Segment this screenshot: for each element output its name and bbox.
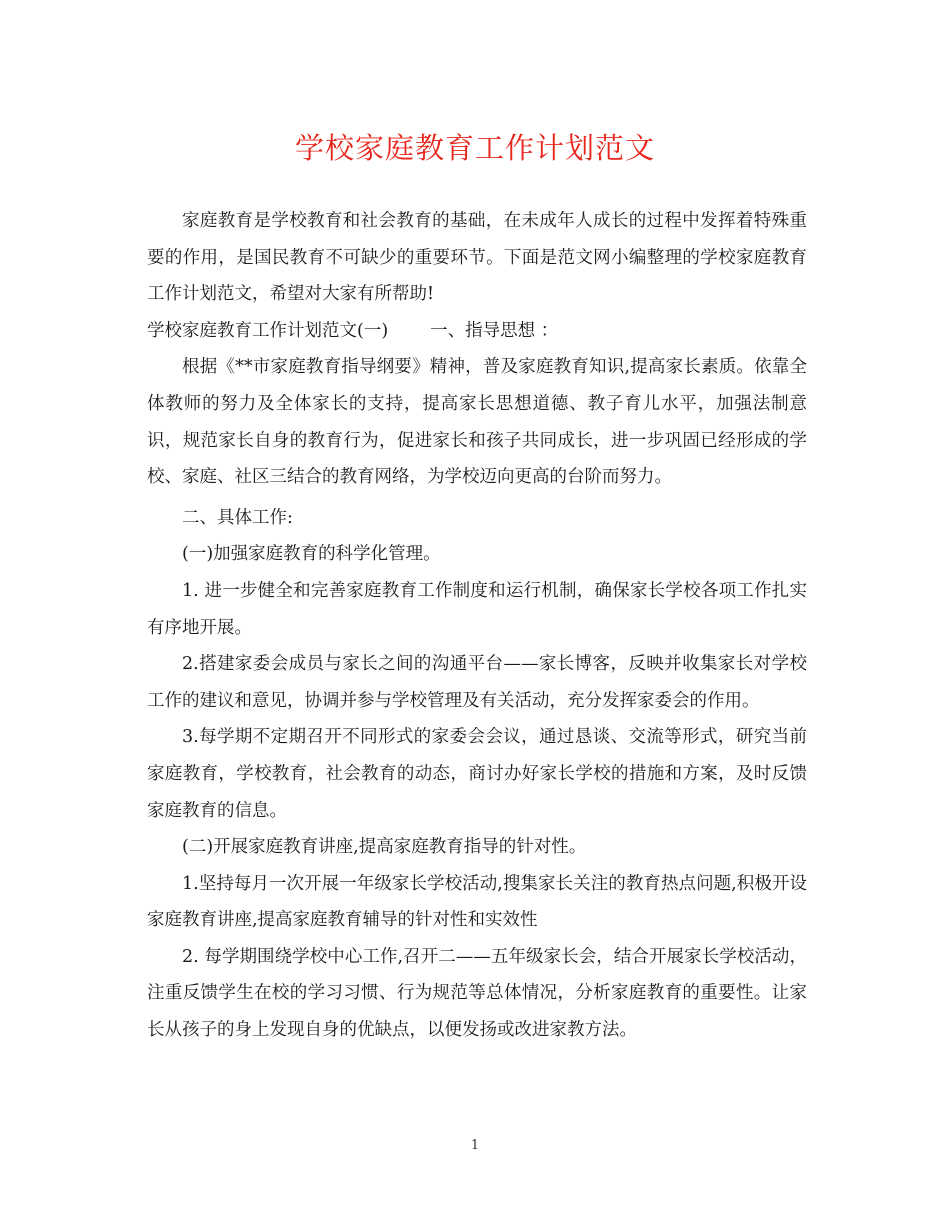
- section-title-line: [147, 313, 807, 350]
- intro-paragraph: 家庭教育是学校教育和社会教育的基础，在未成年人成长的过程中发挥着特殊重要的作用，是国民教育不可缺少的重要环节。下面是范文网小编整理的学校家庭教育工作计划范文，希望对大家有所帮助!: [147, 211, 807, 305]
- heading-specific-work: 二、具体工作:: [182, 507, 293, 528]
- subheading-scientific-management: (一)加强家庭教育的科学化管理。: [182, 544, 441, 565]
- guiding-ideology-paragraph: 根据《**市家庭教育指导纲要》精神，普及家庭教育知识,提高家长素质。依靠全体教师的努力及全体家长的支持，提高家长思想道德、教子育儿水平，加强法制意识，规范家长自身的教育行为，促进家长和孩子共同成长，进一步巩固已经形成的学校、家庭、社区三结合的教育网络，为学校迈向更高的台阶而努力。: [147, 357, 807, 488]
- list-item: 2.搭建家委会成员与家长之间的沟通平台——家长博客，反映并收集家长对学校工作的建议和意见，协调并参与学校管理及有关活动，充分发挥家委会的作用。: [147, 654, 807, 711]
- heading-guiding-ideology: 一、指导思想 ：: [430, 320, 559, 341]
- list-item: 2. 每学期围绕学校中心工作,召开二——五年级家长会，结合开展家长学校活动，注重反馈学生在校的学习习惯、行为规范等总体情况，分析家庭教育的重要性。让家长从孩子的身上发现自身的优缺点，以便发扬或改进家教方法。: [147, 946, 807, 1041]
- document-body: [147, 203, 807, 1049]
- list-item: 3.每学期不定期召开不同形式的家委会会议，通过恳谈、交流等形式，研究当前家庭教育，学校教育，社会教育的动态，商讨办好家长学校的措施和方案，及时反馈家庭教育的信息。: [147, 727, 807, 821]
- page-number: 1: [470, 1138, 480, 1153]
- section-title: 学校家庭教育工作计划范文(一): [147, 320, 389, 341]
- list-item: 1. 进一步健全和完善家庭教育工作制度和运行机制，确保家长学校各项工作扎实有序地开展。: [147, 580, 807, 638]
- subheading-lectures: (二)开展家庭教育讲座,提高家庭教育指导的针对性。: [182, 837, 587, 858]
- document-title: 学校家庭教育工作计划范文: [294, 131, 655, 165]
- list-item: 1.坚持每月一次开展一年级家长学校活动,搜集家长关注的教育热点问题,积极开设家庭教育讲座,提高家庭教育辅导的针对性和实效性: [147, 873, 807, 931]
